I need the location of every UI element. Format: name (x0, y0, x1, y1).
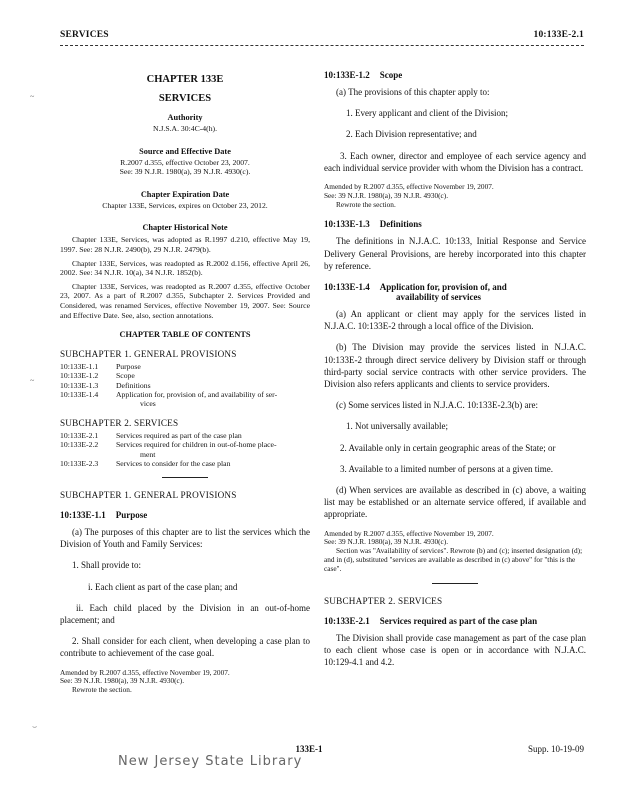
toc-entry-number: 10:133E-2.3 (60, 458, 99, 468)
section-title: Services required as part of the case plan (379, 615, 538, 626)
toc-entry (60, 371, 310, 380)
page-number: 133E-1 (295, 744, 323, 754)
paragraph: (b) The Division may provide the services listed in N.J.A.C. 10:133E-2 through direct service delivery by Division staff or through third-party social service contracts with other service providers. The Division also refers applicants and clients to service providers. (324, 342, 586, 390)
history-note: Chapter 133E, Services, was readopted as R.2007 d.355, effective October 23, 2007. As a part of R.2007 d.355, Subchapter 2. Services Provided and Considered, was renamed Services, effective November 19, 2007. See: Source and Effective Date. See, also, section annotations. (60, 281, 310, 320)
amendment-line: Rewrote the section. (336, 199, 396, 209)
paragraph-item: 2. Each Division representative; and (346, 129, 477, 140)
paragraph-item: 3. Available to a limited number of persons at a given time. (340, 463, 554, 474)
section-heading (324, 70, 586, 80)
toc-entry-title: Scope (116, 371, 135, 381)
section-number: 10:133E-2.1 (324, 615, 370, 626)
amendment-line: Amended by R.2007 d.355, effective November 19, 2007. (324, 528, 494, 538)
amendment-note (324, 183, 586, 209)
toc-entry (60, 431, 310, 440)
amendment-line: Amended by R.2007 d.355, effective November 19, 2007. (60, 667, 230, 677)
authority-heading: Authority (167, 113, 203, 122)
paragraph-item: 1. Every applicant and client of the Division; (346, 108, 508, 119)
toc-entry-title: Services to consider for the case plan (116, 458, 231, 468)
toc-entry-title: Application for, provision of, and availability of ser- (116, 389, 278, 399)
expiration-heading: Chapter Expiration Date (140, 189, 230, 199)
paragraph: (d) When services are available as described in (c) above, a waiting list may be established or an alternate service offered, if available and appropriate. (324, 485, 586, 520)
running-header-title: SERVICES (60, 30, 109, 40)
toc-entry-title: Definitions (116, 380, 151, 390)
section-heading (324, 616, 586, 626)
section-separator (162, 477, 208, 478)
subchapter-heading: SUBCHAPTER 2. SERVICES (324, 595, 443, 606)
section-heading (324, 282, 586, 302)
margin-mark: ⌣ (32, 722, 38, 731)
running-header-section: 10:133E-2.1 (533, 30, 584, 40)
source-line: R.2007 d.355, effective October 23, 2007. (120, 157, 250, 167)
toc-entry (60, 390, 310, 399)
amendment-line: See: 39 N.J.R. 1980(a), 39 N.J.R. 4930(c). (60, 676, 185, 686)
section-title: Purpose (115, 509, 148, 520)
toc-entry-number: 10:133E-1.2 (60, 371, 99, 381)
amendment-line: Section was "Availability of services". Rewrote (b) and (c); inserted designation (d); and in (d), substituted "services are available as described in (c) above" for "this is the case". (324, 546, 583, 573)
toc-entry-title: Purpose (116, 362, 141, 372)
section-title-continuation: availability of services (396, 292, 481, 303)
header-rule (60, 45, 584, 46)
history-note: Chapter 133E, Services, was adopted as R.1997 d.210, effective May 19, 1997. See: 28 N.J.R. 2490(b), 29 N.J.R. 2479(b). (60, 235, 310, 254)
section-number: 10:133E-1.1 (60, 509, 106, 520)
amendment-line: See: 39 N.J.R. 1980(a), 39 N.J.R. 4930(c). (324, 537, 449, 547)
paragraph: (c) Some services listed in N.J.A.C. 10:133E-2.3(b) are: (336, 400, 538, 411)
history-note: Chapter 133E, Services, was readopted as R.2002 d.156, effective April 26, 2002. See: 34 N.J.R. 10(a), 34 N.J.R. 1852(b). (60, 258, 310, 278)
paragraph: (a) The provisions of this chapter apply to: (336, 87, 490, 97)
paragraph-item: ii. Each child placed by the Division in an out-of-home placement; and (60, 602, 310, 625)
amendment-line: See: 39 N.J.R. 1980(a), 39 N.J.R. 4930(c). (324, 190, 449, 200)
section-title: Application for, provision of, and (379, 282, 507, 293)
amendment-note (324, 530, 586, 574)
toc-heading: CHAPTER TABLE OF CONTENTS (119, 330, 251, 340)
margin-mark: ~ (30, 92, 35, 101)
amendment-line: Rewrote the section. (72, 685, 132, 695)
library-stamp: New Jersey State Library (118, 754, 303, 769)
section-separator (432, 583, 478, 584)
section-title: Definitions (379, 219, 422, 230)
expiration-text: Chapter 133E, Services, expires on October 23, 2012. (102, 200, 268, 210)
toc-entry-number: 10:133E-1.4 (60, 389, 99, 399)
amendment-line: Amended by R.2007 d.355, effective November 19, 2007. (324, 182, 494, 192)
toc-entry-continuation: ment (140, 449, 156, 459)
paragraph: (a) The purposes of this chapter are to list the services which the Division of Youth and Family Services: (60, 526, 310, 550)
source-line: See: 39 N.J.R. 1980(a), 39 N.J.R. 4930(c). (119, 167, 251, 177)
running-header (60, 30, 584, 46)
toc-entry (60, 381, 310, 390)
chapter-name: SERVICES (158, 93, 212, 104)
toc-entry (60, 440, 310, 449)
paragraph: (a) An applicant or client may apply for the services listed in N.J.A.C. 10:133E-2 through a local office of the Division. (324, 309, 586, 332)
toc-entry (60, 459, 310, 468)
toc-subchapter-heading: SUBCHAPTER 1. GENERAL PROVISIONS (60, 349, 237, 360)
toc-entry-title: Services required as part of the case plan (116, 431, 242, 441)
toc-subchapter-heading: SUBCHAPTER 2. SERVICES (60, 418, 179, 429)
paragraph: The Division shall provide case management as part of the case plan to each client whose case is open or in accordance with N.J.A.C. 10:129-4.1 and 4.2. (324, 632, 586, 668)
paragraph-item: 2. Shall consider for each client, when developing a case plan to contribute to achievement of the case goal. (60, 636, 310, 659)
section-number: 10:133E-1.4 (324, 282, 370, 293)
left-column (60, 64, 310, 703)
toc-entry-number: 10:133E-1.1 (60, 362, 99, 372)
paragraph-item: 1. Not universally available; (346, 421, 448, 432)
paragraph-item: i. Each client as part of the case plan; and (88, 581, 238, 592)
chapter-number: CHAPTER 133E (146, 74, 224, 85)
authority-text: N.J.S.A. 30:4C-4(h). (152, 124, 218, 133)
section-number: 10:133E-1.2 (324, 70, 370, 80)
page-footer (0, 744, 618, 784)
paragraph-item: 2. Available only in certain geographic areas of the State; or (340, 442, 556, 453)
section-title: Scope (379, 70, 403, 80)
paragraph-item: 3. Each owner, director and employee of each service agency and each individual service provider with whom the Division has a contract. (324, 150, 586, 173)
amendment-note (60, 669, 310, 695)
section-heading (324, 219, 586, 229)
supplement-date: Supp. 10-19-09 (528, 744, 584, 754)
section-number: 10:133E-1.3 (324, 219, 370, 230)
right-column (324, 70, 586, 677)
subchapter-heading: SUBCHAPTER 1. GENERAL PROVISIONS (60, 489, 237, 500)
toc-list (60, 362, 310, 399)
toc-entry-number: 10:133E-1.3 (60, 380, 99, 390)
toc-entry-title: Services required for children in out-of-home place- (116, 440, 277, 450)
toc-entry-number: 10:133E-2.1 (60, 431, 99, 441)
paragraph: The definitions in N.J.A.C. 10:133, Initial Response and Service Delivery General Provisions, are hereby incorporated into this chapter by reference. (324, 236, 586, 271)
source-heading: Source and Effective Date (139, 146, 231, 156)
toc-entry-number: 10:133E-2.2 (60, 440, 99, 450)
history-heading: Chapter Historical Note (142, 223, 228, 233)
toc-entry (60, 362, 310, 371)
margin-mark: ~ (30, 376, 35, 385)
section-heading (60, 510, 310, 520)
paragraph-item: 1. Shall provide to: (72, 560, 141, 571)
toc-entry-continuation: vices (140, 398, 156, 408)
